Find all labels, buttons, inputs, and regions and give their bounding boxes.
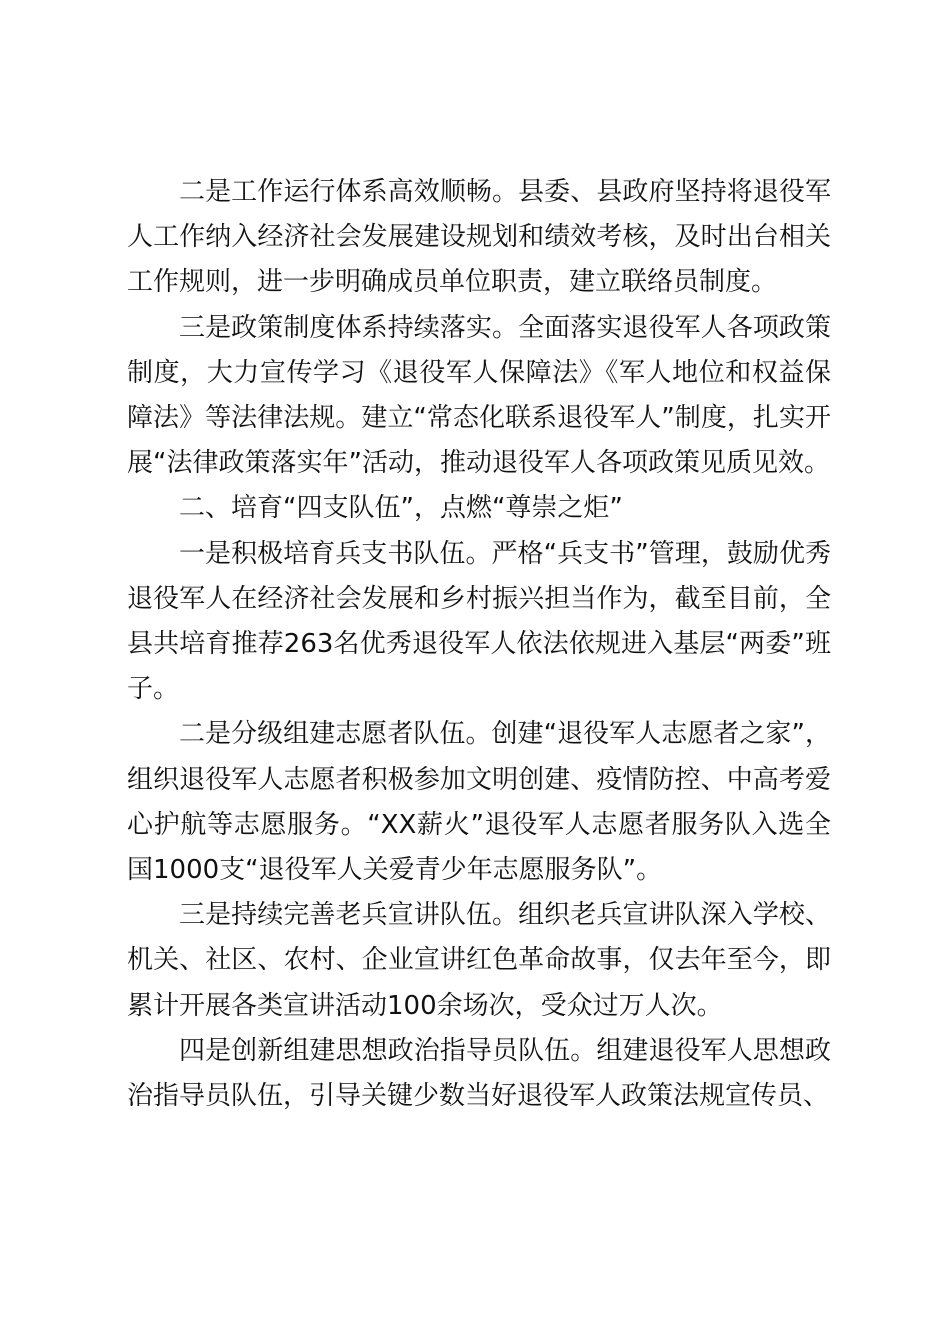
section-heading-four-teams: 二、培育“四支队伍”，点燃“尊崇之炬” [179,493,623,524]
paragraph-soldier-secretary-team: 一是积极培育兵支书队伍。严格“兵支书”管理，鼓励优秀退役军人在经济社会发展和乡村振兴担当作为，截至目前，全县共培育推荐263名优秀退役军人依法依规进入基层“两委”班子。 [127,538,831,705]
paragraph-work-system: 二是工作运行体系高效顺畅。县委、县政府坚持将退役军人工作纳入经济社会发展建设规划和绩效考核，及时出台相关工作规则，进一步明确成员单位职责，建立联络员制度。 [127,177,831,298]
paragraph-volunteer-team: 二是分级组建志愿者队伍。创建“退役军人志愿者之家”，组织退役军人志愿者积极参加文明创建、疫情防控、中高考爱心护航等志愿服务。“XX薪火”退役军人志愿者服务队入选全国1000支“退役军人关爱青少年志愿服务队”。 [127,719,831,886]
paragraph-political-instructor-team: 四是创新组建思想政治指导员队伍。组建退役军人思想政治指导员队伍，引导关键少数当好退役军人政策法规宣传员、 [127,1035,831,1112]
document-body [127,170,831,1119]
paragraph-veteran-lecture-team: 三是持续完善老兵宣讲队伍。组织老兵宣讲队深入学校、机关、社区、农村、企业宣讲红色革命故事，仅去年至今，即累计开展各类宣讲活动100余场次，受众过万人次。 [127,900,831,1021]
paragraph-policy-system: 三是政策制度体系持续落实。全面落实退役军人各项政策制度，大力宣传学习《退役军人保障法》《军人地位和权益保障法》等法律法规。建立“常态化联系退役军人”制度，扎实开展“法律政策落实年”活动，推动退役军人各项政策见质见效。 [127,312,831,479]
